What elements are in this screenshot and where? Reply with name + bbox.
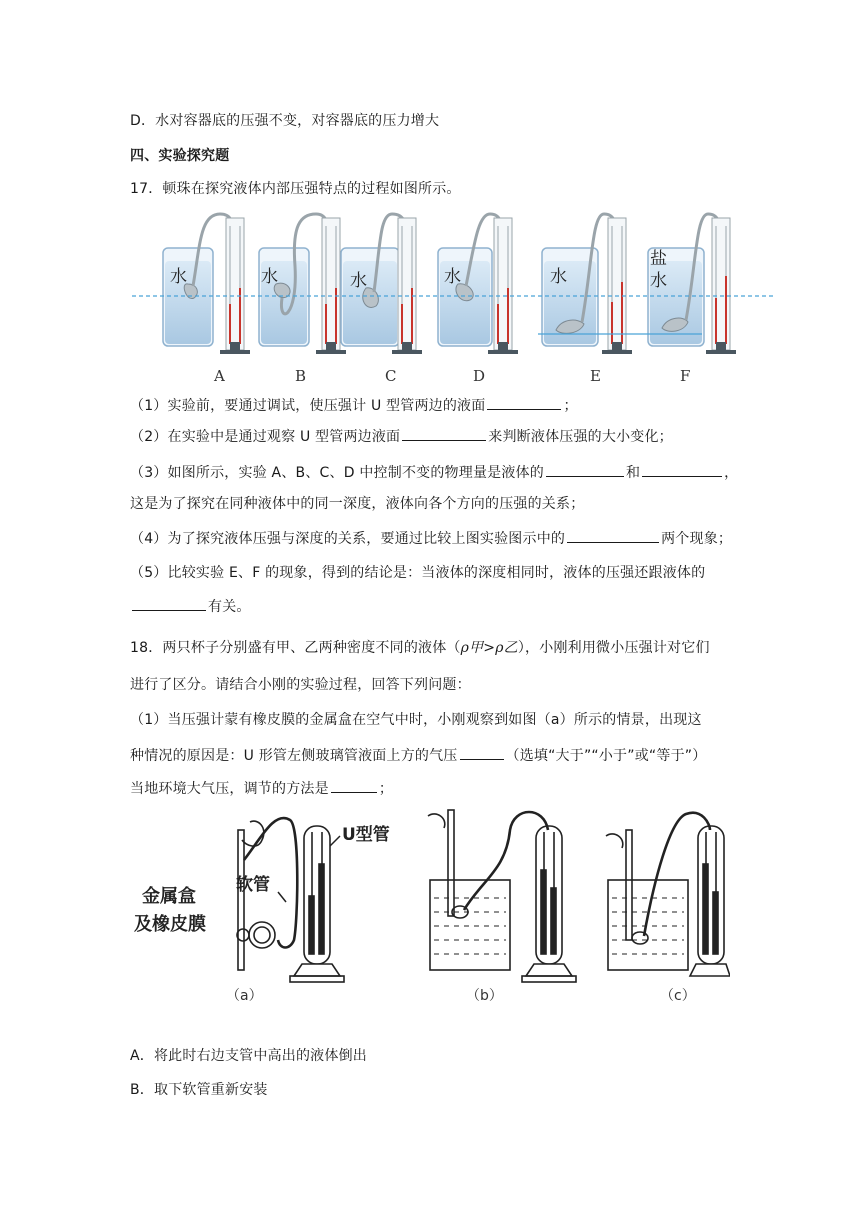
q17-part-3: （3）如图所示，实验 A、B、C、D 中控制不变的物理量是液体的 和 ， <box>130 462 738 483</box>
panel-label-f: F <box>680 367 691 385</box>
q17-part-1: （1）实验前，要通过调试，使压强计 U 型管两边的液面 ； <box>130 395 578 416</box>
caption-a: （a） <box>226 988 263 1004</box>
answer-blank[interactable] <box>567 528 659 543</box>
experiment-b <box>259 214 346 354</box>
q17-stem: 17．顿珠在探究液体内部压强特点的过程如图所示。 <box>130 181 461 197</box>
answer-blank[interactable] <box>460 745 504 760</box>
hose-label: 软管 <box>236 875 270 895</box>
answer-blank[interactable] <box>546 462 624 477</box>
experiment-c <box>341 214 422 354</box>
answer-blank[interactable] <box>642 462 722 477</box>
q17-part-5-cont: 有关。 <box>130 596 251 617</box>
svg-text:水: 水 <box>261 267 278 287</box>
q18-stem: 18．两只杯子分别盛有甲、乙两种密度不同的液体（ρ甲>ρ乙），小刚利用微小压强计对它们 <box>130 640 710 656</box>
answer-blank[interactable] <box>402 426 486 441</box>
panel-label-a: A <box>214 367 225 385</box>
q18-part-1: （1）当压强计蒙有橡皮膜的金属盒在空气中时，小刚观察到如图（a）所示的情景，出现这 <box>130 712 702 728</box>
figure-c <box>606 813 730 976</box>
utube-label: U型管 <box>342 825 390 845</box>
q18-part-1-cont: 种情况的原因是：U 形管左侧玻璃管液面上方的气压 （选填“大于”“小于”或“等于”） <box>130 745 706 766</box>
figure-a <box>237 818 344 982</box>
experiment-a <box>163 214 250 354</box>
salt-label-2: 水 <box>650 271 667 291</box>
panel-label-b: B <box>295 367 307 385</box>
q18-stem-cont: 进行了区分。请结合小刚的实验过程，回答下列问题： <box>130 677 471 693</box>
panel-label-c: C <box>385 367 397 385</box>
experiment-e <box>542 214 632 354</box>
salt-label-1: 盐 <box>650 249 667 269</box>
q17-part-5: （5）比较实验 E、F 的现象，得到的结论是：当液体的深度相同时，液体的压强还跟液体的 <box>130 565 706 581</box>
svg-text:水: 水 <box>350 271 367 291</box>
q17-figure <box>130 206 780 386</box>
q17-part-4: （4）为了探究液体压强与深度的关系，要通过比较上图实验图示中的 两个现象； <box>130 528 732 549</box>
svg-text:水: 水 <box>550 267 567 287</box>
q18-option-a: A．将此时右边支管中高出的液体倒出 <box>130 1048 367 1064</box>
q17-part-3-cont: 这是为了探究在同种液体中的同一深度，液体向各个方向的压强的关系； <box>130 496 585 512</box>
answer-blank[interactable] <box>487 395 561 410</box>
answer-blank[interactable] <box>132 596 206 611</box>
q18-option-b: B．取下软管重新安装 <box>130 1082 268 1098</box>
caption-c: （c） <box>660 988 696 1004</box>
water-label: 水 <box>170 267 187 287</box>
box-label-1: 金属盒 <box>142 886 196 907</box>
experiment-f <box>648 214 736 354</box>
panel-label-d: D <box>473 367 486 385</box>
svg-text:水: 水 <box>444 267 461 287</box>
q18-figure <box>130 800 730 1010</box>
q17-part-2: （2）在实验中是通过观察 U 型管两边液面 来判断液体压强的大小变化； <box>130 426 673 447</box>
section-title: 四、实验探究题 <box>130 148 230 164</box>
panel-label-e: E <box>590 367 601 385</box>
q18-part-1-cont2: 当地环境大气压，调节的方法是 ； <box>130 778 393 799</box>
figure-b <box>428 810 576 982</box>
q16-option-d: D．水对容器底的压强不变，对容器底的压力增大 <box>130 113 440 129</box>
experiment-d <box>438 214 518 354</box>
box-label-2: 及橡皮膜 <box>134 914 206 935</box>
caption-b: （b） <box>466 988 503 1004</box>
answer-blank[interactable] <box>331 778 377 793</box>
